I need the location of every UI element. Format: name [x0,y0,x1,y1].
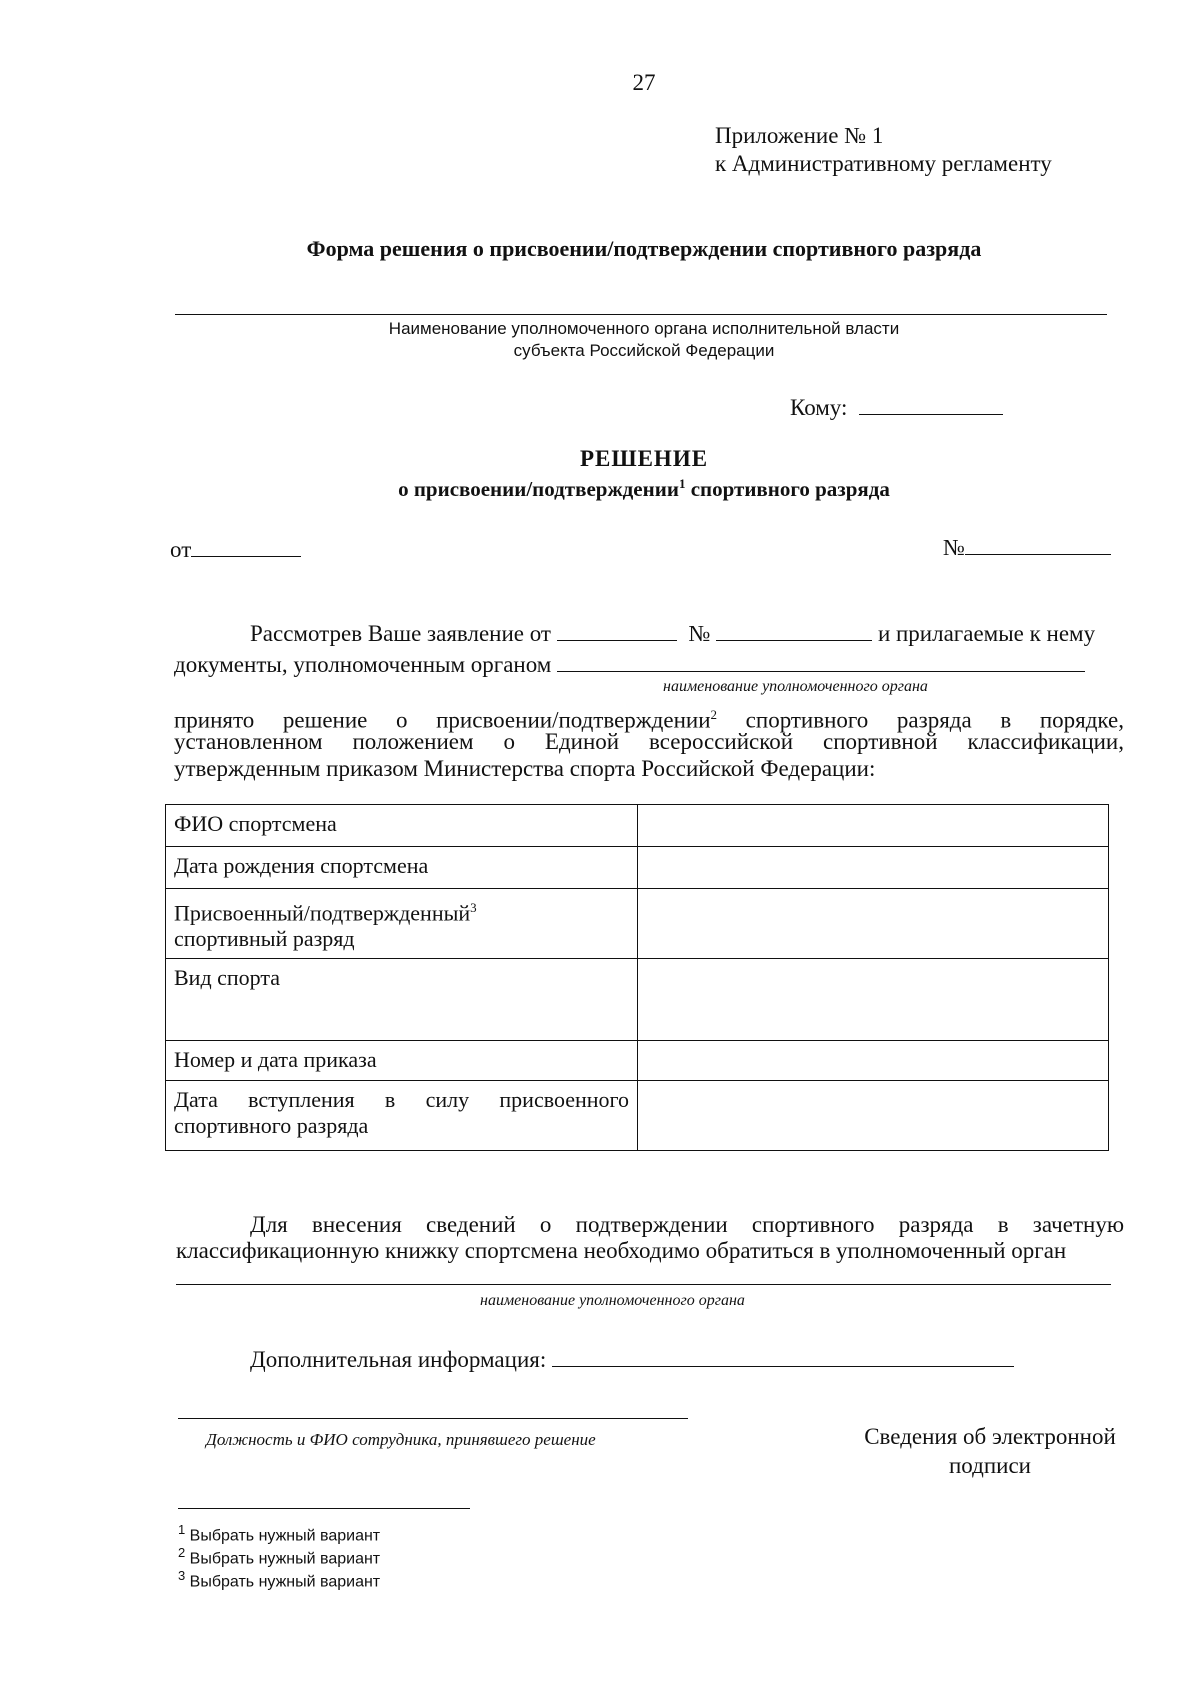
footnote-text: Выбрать нужный вариант [185,1527,381,1545]
table-label-cell [166,1081,638,1151]
body-application-label: Рассмотрев Ваше заявление от [250,621,551,646]
esign-info [850,1422,1130,1480]
sport-value[interactable] [638,959,1109,1041]
authority-caption [0,318,1200,362]
appendix-line-2: к Административному регламенту [715,151,1052,176]
body-attached-docs: и прилагаемые к нему [877,621,1096,646]
decision-subtitle-b: спортивного разряда [685,477,890,501]
appendix-line-1: Приложение № 1 [715,123,884,148]
extra-info-label: Дополнительная информация: [250,1347,547,1372]
decision-number-label: № [943,535,965,560]
extra-info-field[interactable] [552,1346,1014,1367]
closing-line-1: Для внесения сведений о подтверждении спортивного разряда в зачетную [250,1212,1124,1237]
decision-subtitle [0,476,1200,502]
body-line-4: установленном положением о Единой всероссийской спортивной классификации, [174,729,1124,754]
authority-field[interactable] [557,651,1085,672]
effective-date-label-line-2: спортивного разряда [174,1113,369,1139]
body-line-1 [250,620,1124,647]
esign-info-line-2: подписи [949,1453,1031,1478]
birth-date-label: Дата рождения спортсмена [174,853,429,878]
sport-label: Вид спорта [174,965,281,991]
official-signature-caption: Должность и ФИО сотрудника, принявшего решение [206,1430,596,1449]
effective-date-value[interactable] [638,1081,1109,1151]
decision-date-field[interactable] [191,536,301,557]
table-label-cell [166,805,638,847]
athlete-name-value[interactable] [638,805,1109,847]
athlete-name-label: ФИО спортсмена [174,811,337,836]
table-row [166,889,1109,959]
official-signature-field[interactable] [178,1418,688,1419]
table-row [166,847,1109,889]
body-decision-text-a: принято решение о присвоении/подтверждении [174,707,711,733]
recipient-row [790,394,1003,421]
esign-info-line-1: Сведения об электронной [864,1424,1116,1449]
recipient-label: Кому: [790,395,848,420]
authority-caption-2: наименование уполномоченного органа [663,678,928,695]
closing-authority-caption: наименование уполномоченного органа [480,1292,745,1309]
order-value[interactable] [638,1041,1109,1081]
authority-caption-line-1: Наименование уполномоченного органа исполнительной власти [388,319,900,338]
body-decision-text-b: спортивного разряда в порядке, [717,707,1124,733]
appendix-note [715,122,1052,178]
footnote [178,1522,380,1545]
form-title: Форма решения о присвоении/подтверждении спортивного разряда [306,236,982,261]
table-row [166,805,1109,847]
rank-label-line-2: спортивный разряд [174,926,355,952]
table-row [166,1041,1109,1081]
body-line-2 [174,651,1114,678]
decision-subtitle-a: о присвоении/подтверждении [398,477,679,501]
decision-date-label: от [170,537,192,562]
order-label: Номер и дата приказа [174,1047,377,1073]
footnote-ref-1: 1 [678,476,686,491]
application-number-field[interactable] [716,620,872,641]
decision-title: РЕШЕНИЕ [579,446,709,471]
footnote-text: Выбрать нужный вариант [185,1573,381,1591]
footnote [178,1545,380,1568]
footnote-mark: 1 [178,1522,186,1537]
athlete-info-table [165,804,1109,1151]
footnote-mark: 3 [178,1568,186,1583]
decision-number-row [943,534,1111,561]
page-number: 27 [632,70,656,95]
authority-name-field[interactable] [175,314,1107,315]
decision-number-field[interactable] [965,534,1111,555]
table-label-cell [166,847,638,889]
table-row [166,959,1109,1041]
body-application-number-label: № [688,621,711,646]
body-line-5: утвержденным приказом Министерства спорта Российской Федерации: [174,756,876,781]
extra-info-row [250,1346,1014,1373]
effective-date-label: Дата вступления в силу присвоенного [174,1087,629,1113]
footnote-ref-3: 3 [470,900,477,915]
footnote-text: Выбрать нужный вариант [185,1550,381,1568]
table-label-cell [166,1041,638,1081]
body-authority-label: документы, уполномоченным органом [174,652,552,677]
table-label-cell [166,889,638,959]
application-date-field[interactable] [557,620,677,641]
table-label-cell [166,959,638,1041]
rank-value[interactable] [638,889,1109,959]
footnote-mark: 2 [178,1545,186,1560]
recipient-field[interactable] [859,394,1003,415]
footnote [178,1568,380,1591]
closing-line-2: классификационную книжку спортсмена необходимо обратиться в уполномоченный орган [176,1238,1067,1263]
decision-date-row [170,536,301,563]
closing-authority-field[interactable] [176,1284,1111,1285]
rank-label: Присвоенный/подтвержденный [174,900,471,926]
footnote-ref-2: 2 [710,707,718,722]
authority-caption-line-2: субъекта Российской Федерации [513,341,775,360]
birth-date-value[interactable] [638,847,1109,889]
footnote-separator [178,1508,470,1509]
table-row [166,1081,1109,1151]
